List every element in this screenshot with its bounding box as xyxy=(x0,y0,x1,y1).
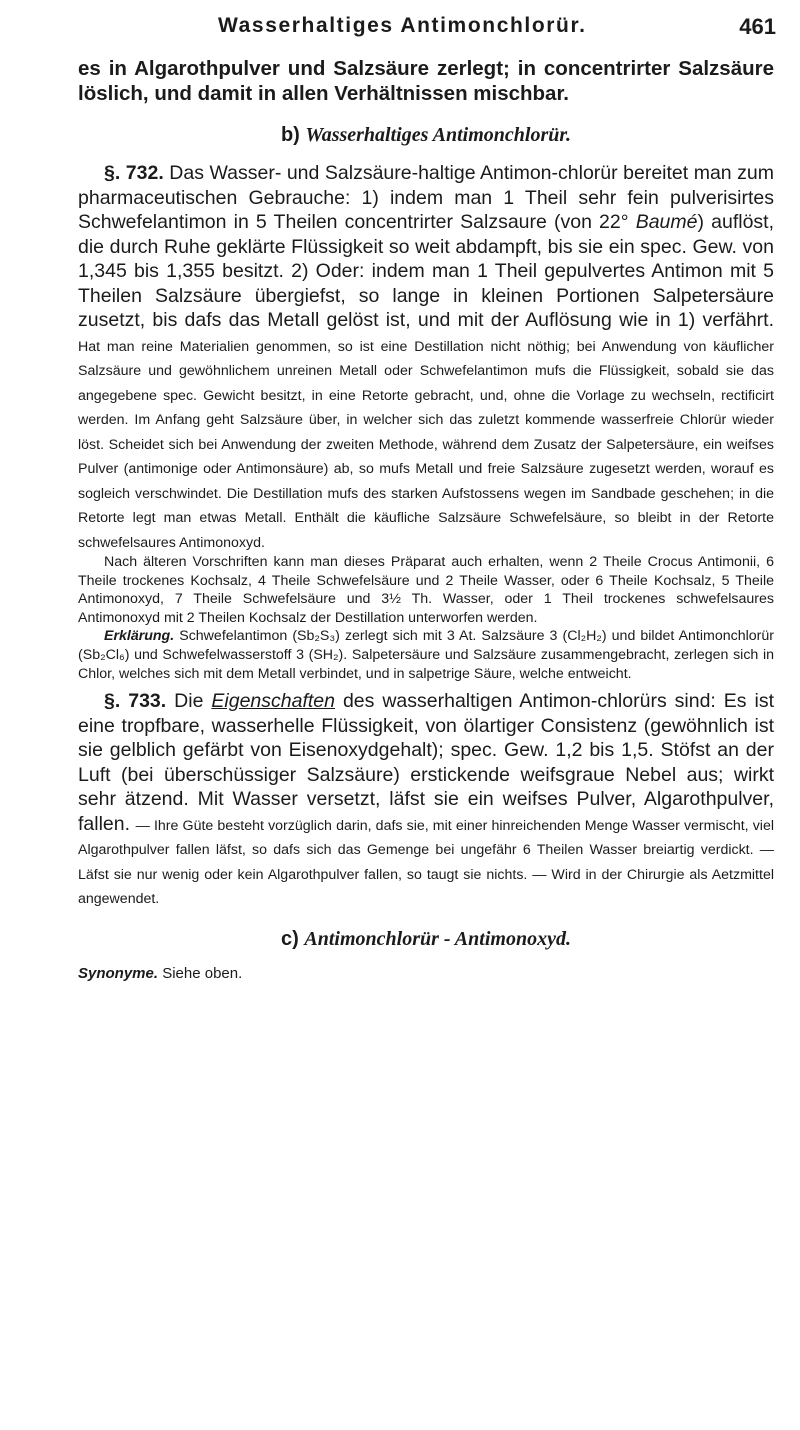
paragraph-number: §. 732. xyxy=(104,162,164,184)
continued-paragraph: es in Algarothpulver und Salzsäure zerlegt; in concentrirter Salzsäure löslich, und damit in allen Verhältnissen mischbar. xyxy=(78,57,774,105)
paragraph-text: des wasserhaltigen Antimon-chlorürs sind: Es ist eine tropfbare, wasserhelle Flüssigkeit, von ölartiger Consistenz (gewöhnlich ist sie gelblich gefärbt von Eisenoxydgehalt); spec. Gew. 1,2 bis 1,5. Stöfst an der Luft (bei überschüssiger Salzsäure) erstickende weifsgraue Nebel aus; wirkt sehr ätzend. Mit Wasser versetzt, läfst sie ein weifses Pulver, Algarothpulver, fallen. xyxy=(78,690,775,835)
paragraph-732 xyxy=(78,161,774,553)
properties-title: Eigenschaften xyxy=(211,690,335,713)
section-title: Antimonchlorür - Antimonoxyd. xyxy=(304,927,571,950)
section-heading-b xyxy=(78,124,774,147)
paragraph-number: §. 733. xyxy=(104,690,167,713)
paragraph-733 xyxy=(78,689,774,910)
explanation-text: Schwefelantimon (Sb₂S₃) zerlegt sich mit 3 At. Salzsäure 3 (Cl₂H₂) und bildet Antimonchlorür (Sb₂Cl₆) und Schwefelwasserstoff 3 (SH₂). Salpetersäure und Salzsäure zusammengebracht, zerlegen sich in Chlor, welches sich mit dem Metall verbindet, und in salpetrige Säure, welche entweicht. xyxy=(78,628,774,682)
section-title: Wasserhaltiges Antimonchlorür. xyxy=(305,124,572,146)
section-label: c) xyxy=(281,927,299,950)
older-recipes: Nach älteren Vorschriften kann man dieses Präparat auch erhalten, wenn 2 Theile Crocus Antimonii, 6 Theile trockenes Kochsalz, 4 Theile Schwefelsäure und 2 Theile Wasser, oder 6 Theile Kochsalz, 5 Theile Antimonoxyd, 7 Theile Schwefelsäure und 3½ Th. Wasser, oder 1 Theil trockenes schwefelsaures Antimonoxyd mit 2 Theilen Kochsalz der Destillation unterworfen werden. xyxy=(78,554,774,626)
page-header xyxy=(120,14,776,48)
page-body xyxy=(78,56,774,982)
explanation-paragraph xyxy=(78,627,774,683)
note-732: Hat man reine Materialien genommen, so ist eine Destillation nicht nöthig; bei Anwendung von käuflicher Salzsäure und gewöhnlichem unreinen Metall oder Schwefelantimon mufs die Flüssigkeit, sobald sie das angegebene spec. Gewicht besitzt, in eine Retorte gebracht, und, ohne die Vorlage zu wechseln, rectificirt werden. Im Anfang geht Salzsäure über, in welcher sich das zuletzt kommende wasserfreie Chlorür wieder löst. Scheidet sich bei Anwendung der zweiten Methode, während dem Zusatz der Salpetersäure, ein weifses Pulver (antimonige oder Antimonsäure) ab, so mufs Metall und freie Salzsäure zugesetzt werden, worauf es sogleich verschwindet. Die Destillation mufs des starken Aufstossens wegen im Sandbade geschehen; in die Retorte legt man etwas Metall. Enthält die käufliche Salzsäure Schwefelsäure, so bleibt in der Retorte schwefelsaures Antimonoxyd. xyxy=(78,338,774,551)
note-733: — Ihre Güte besteht vorzüglich darin, dafs sie, mit einer hinreichenden Menge Wasser vermischt, viel Algarothpulver fallen läfst, so dafs sich das Gemenge bei ungefähr 6 Theilen Wasser breiartig verdickt. — Läfst sie nur wenig oder kein Algarothpulver fallen, so taugt sie nichts. — Wird in der Chirurgie als Aetzmittel angewendet. xyxy=(78,817,774,908)
paragraph-die: Die xyxy=(174,690,204,713)
synonyms-text: Siehe oben. xyxy=(162,964,243,982)
synonyms-line xyxy=(78,965,774,982)
baume-ref: Baumé xyxy=(635,211,698,233)
section-label: b) xyxy=(280,124,300,146)
paragraph-text-a: Das Wasser- und Salzsäure-haltige Antimon-chlorür bereitet man zum pharmaceutischen Gebrauche: 1) indem man 1 Theil sehr fein pulverisirtes Schwefelantimon in 5 Theilen concentrirter Salzsaure (von 22° xyxy=(78,162,774,233)
paragraph-text-b: ) auflöst, die durch Ruhe geklärte Flüssigkeit so weit abdampft, bis sie ein spec. Gew. von 1,345 bis 1,355 besitzt. 2) Oder: indem man 1 Theil gepulvertes Antimon mit 5 Theilen Salzsäure übergiefst, so lange in kleinen Portionen Salpetersäure zusetzt, bis dafs das Metall gelöst ist, und mit der Auflösung wie in 1) verfährt. xyxy=(78,211,774,331)
synonyms-label: Synonyme. xyxy=(78,964,159,982)
running-title: Wasserhaltiges Antimonchlorür. xyxy=(218,14,587,37)
page-number: 461 xyxy=(739,14,776,39)
section-heading-c xyxy=(78,928,774,951)
explanation-label: Erklärung. xyxy=(104,628,175,645)
